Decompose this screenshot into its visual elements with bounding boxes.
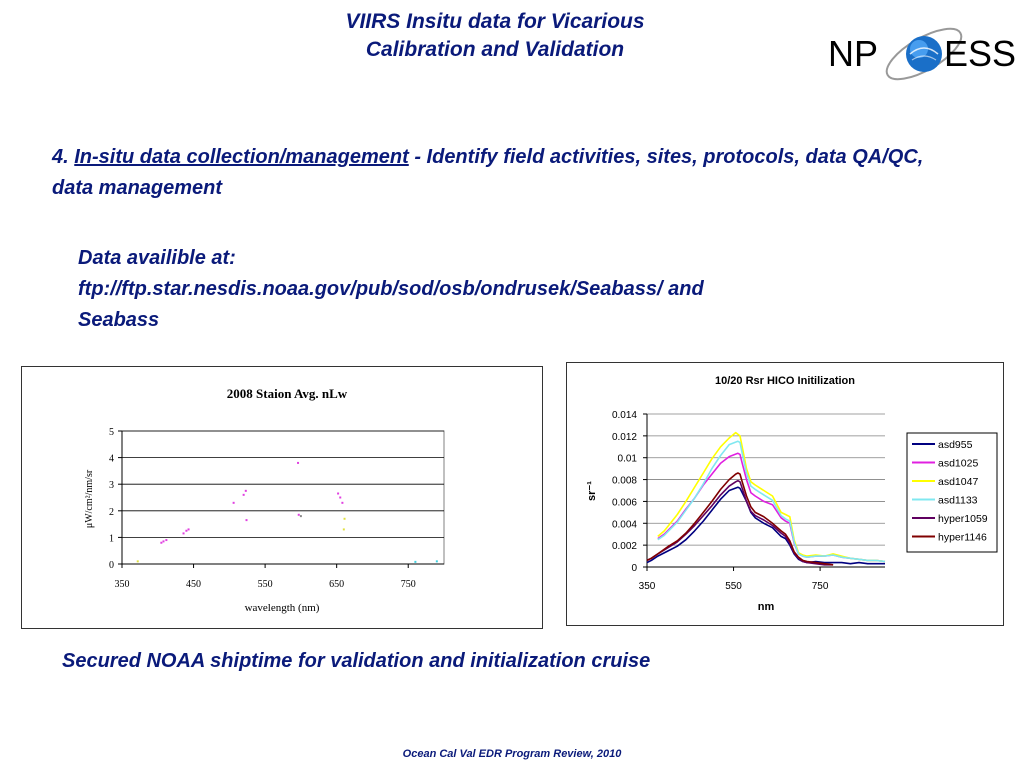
nlw-data-point: [137, 560, 139, 562]
nlw-data-point: [183, 532, 185, 534]
nlw-data-point: [165, 539, 167, 541]
rsr-line-chart: [567, 363, 1003, 625]
nlw-data-point: [436, 560, 438, 562]
rsr-x-tick-label: 350: [638, 581, 656, 592]
rsr-x-tick-label: 750: [811, 581, 829, 592]
rsr-y-tick-label: 0.014: [611, 410, 637, 421]
slide-title-line-1: VIIRS Insitu data for Vicarious: [345, 10, 645, 33]
rsr-y-tick-label: 0.01: [617, 453, 637, 465]
nlw-data-point: [298, 514, 300, 516]
rsr-x-tick-label: 550: [725, 581, 742, 592]
nlw-data-point: [339, 497, 341, 499]
nlw-x-tick-label: 350: [114, 579, 130, 590]
nlw-scatter-chart: [22, 367, 542, 628]
rsr-y-tick-label: 0.008: [611, 475, 637, 487]
nlw-data-point: [188, 528, 190, 530]
nlw-data-point: [160, 542, 162, 544]
avail-line-1: Data availible at:: [78, 247, 236, 269]
nlw-y-tick-label: 2: [109, 506, 114, 518]
nlw-x-tick-label: 450: [186, 579, 202, 590]
nlw-x-tick-label: 650: [329, 579, 345, 590]
ftp-link[interactable]: ftp://ftp.star.nesdis.noaa.gov/pub/sod/osb/ondrusek/Seabass/ and: [78, 278, 704, 300]
avail-line-3: Seabass: [78, 309, 160, 331]
point-title: In-situ data collection/management: [74, 146, 409, 168]
rsr-legend-label: hyper1059: [938, 513, 988, 525]
rsr-chart-frame: [566, 362, 1004, 626]
rsr-legend-label: asd955: [938, 439, 973, 451]
rsr-series-line-asd1047: [658, 433, 885, 562]
nlw-x-tick-label: 750: [400, 579, 416, 590]
nlw-x-tick-label: 550: [257, 579, 273, 590]
rsr-x-axis-label: nm: [757, 601, 775, 613]
rsr-y-axis-label: sr⁻¹: [586, 481, 598, 501]
nlw-data-point: [243, 494, 245, 496]
rsr-y-tick-label: 0: [631, 563, 637, 574]
nlw-chart-frame: [21, 366, 543, 629]
nlw-y-axis-label: μW/cm²/nm/sr: [84, 469, 95, 529]
point-4-text: [52, 142, 952, 204]
rsr-chart-title: 10/20 Rsr HICO Initilization: [715, 375, 855, 387]
nlw-y-tick-label: 4: [109, 453, 114, 465]
nlw-plot-area: [122, 431, 444, 564]
rsr-y-tick-label: 0.004: [611, 519, 637, 531]
rsr-series-line-hyper1146: [647, 473, 833, 565]
rsr-series-line-asd955: [647, 487, 885, 564]
logo-text-right: ESS: [944, 33, 1016, 74]
rsr-y-tick-label: 0.002: [611, 541, 637, 553]
rsr-y-tick-label: 0.012: [611, 431, 637, 443]
rsr-legend-label: hyper1146: [938, 531, 987, 544]
footer-text: Ocean Cal Val EDR Program Review, 2010: [402, 748, 622, 760]
nlw-data-point: [343, 528, 345, 530]
nlw-data-point: [414, 561, 416, 563]
point-number: 4.: [52, 146, 69, 168]
nlw-data-point: [344, 518, 346, 520]
rsr-legend-label: asd1047: [938, 476, 979, 488]
slide-title-line-2: Calibration and Validation: [365, 38, 625, 61]
nlw-y-tick-label: 3: [109, 480, 114, 492]
nlw-data-point: [185, 530, 187, 532]
nlw-y-tick-label: 5: [109, 427, 114, 438]
nlw-x-axis-label: wavelength (nm): [244, 602, 320, 614]
nlw-data-point: [233, 502, 235, 504]
rsr-legend-label: asd1133: [938, 494, 978, 507]
shiptime-statement: Secured NOAA shiptime for validation and initialization cruise: [62, 650, 651, 672]
rsr-y-tick-label: 0.006: [611, 497, 637, 509]
nlw-data-point: [337, 493, 339, 495]
nlw-chart-title: 2008 Staion Avg. nLw: [226, 386, 348, 401]
slide-title: [240, 8, 750, 64]
nlw-data-point: [300, 515, 302, 517]
nlw-y-tick-label: 1: [109, 533, 114, 545]
nlw-data-point: [163, 540, 165, 542]
nlw-data-point: [341, 502, 343, 504]
nlw-data-point: [297, 462, 299, 464]
nlw-data-point: [245, 490, 247, 492]
nlw-data-point: [246, 519, 248, 521]
logo-text-left: NP: [828, 33, 879, 74]
rsr-legend-label: asd1025: [938, 457, 979, 470]
npoess-logo: [826, 10, 1016, 94]
point-description: - Identify field activities, sites, protocols, data QA/QC, data management: [52, 146, 924, 199]
nlw-y-tick-label: 0: [109, 560, 114, 571]
data-availability-text: [78, 243, 958, 336]
